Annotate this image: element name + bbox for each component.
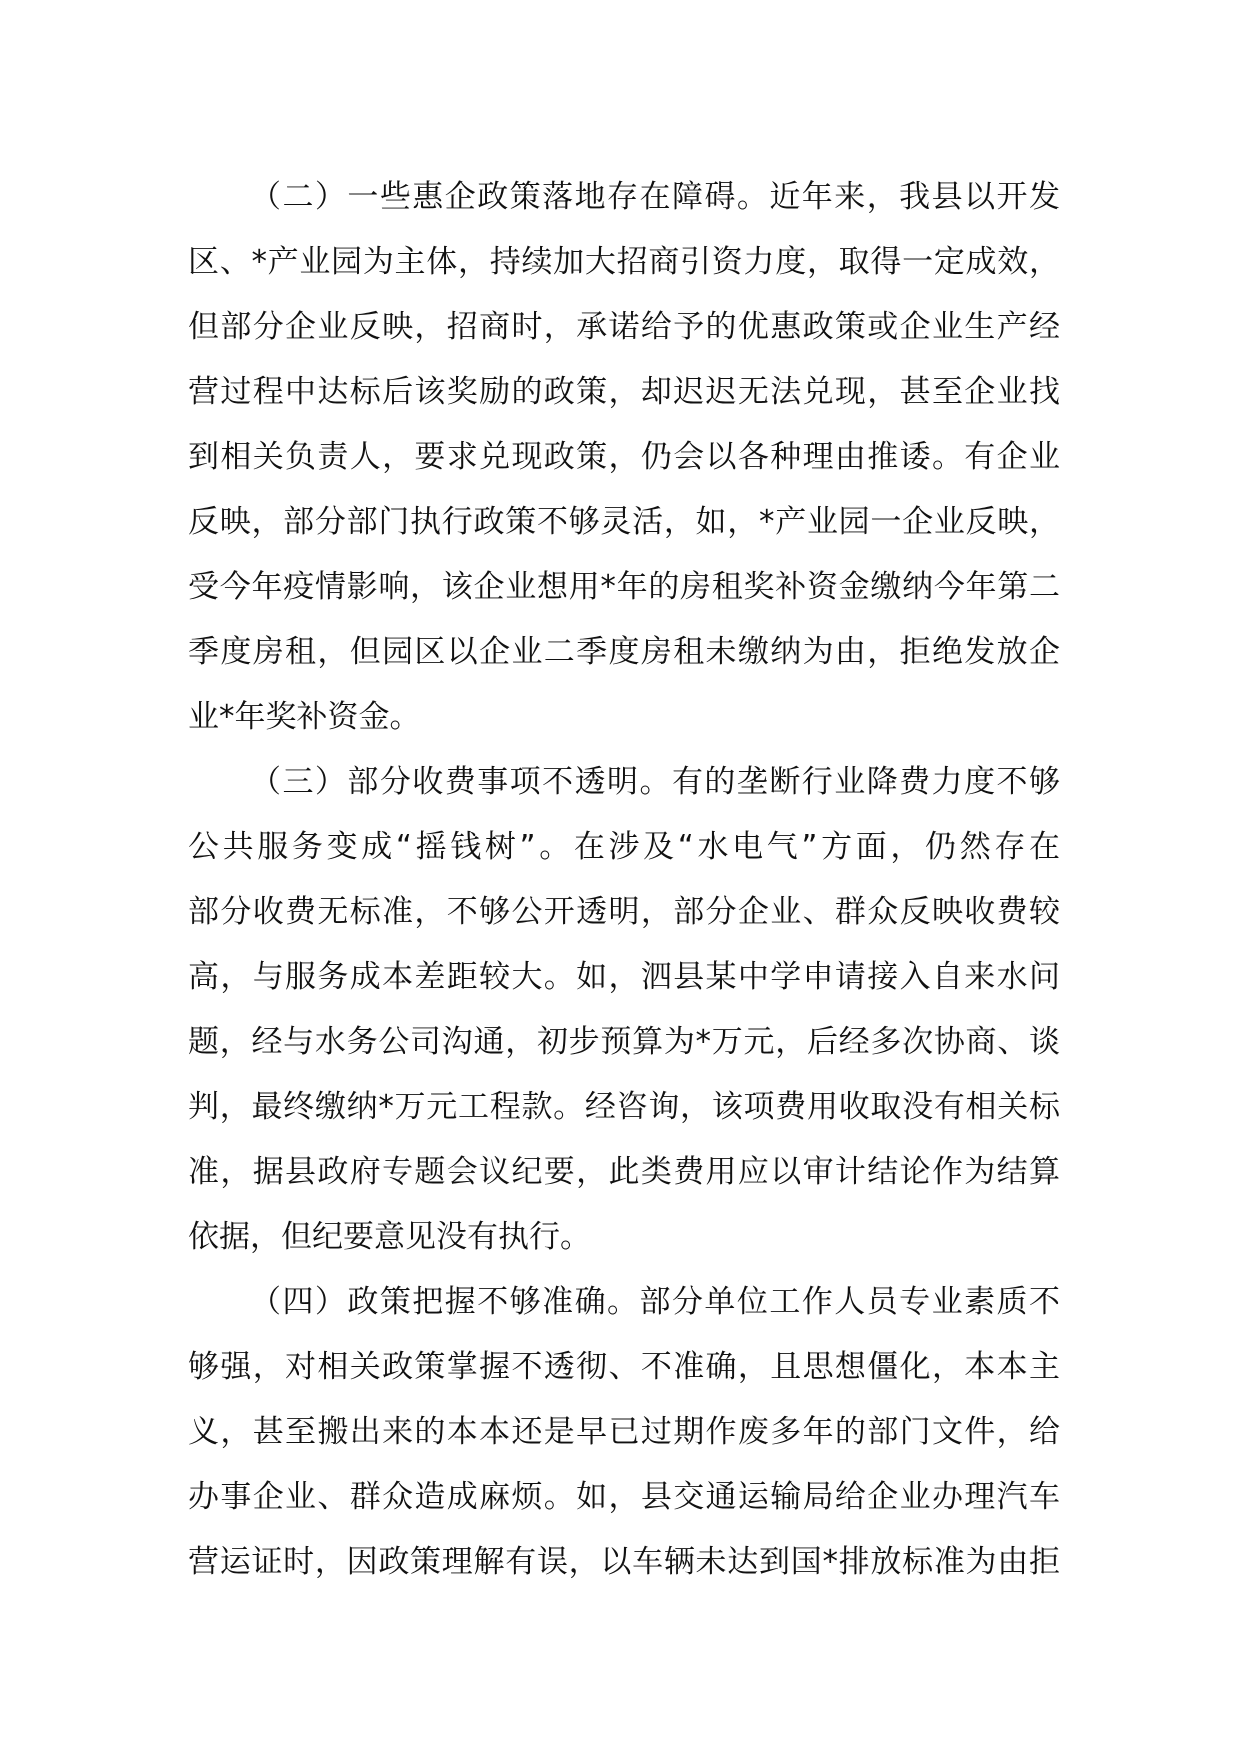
text-line: 题，经与水务公司沟通，初步预算为*万元，后经多次协商、谈 <box>188 1024 1060 1060</box>
text-line: 受今年疫情影响，该企业想用*年的房租奖补资金缴纳今年第二 <box>188 569 1060 605</box>
text-line: 准，据县政府专题会议纪要，此类费用应以审计结论作为结算 <box>188 1154 1060 1190</box>
text-line: （三）部分收费事项不透明。有的垄断行业降费力度不够 <box>250 764 1060 800</box>
text-line: （四）政策把握不够准确。部分单位工作人员专业素质不 <box>250 1284 1060 1320</box>
text-line: 但部分企业反映，招商时，承诺给予的优惠政策或企业生产经 <box>188 309 1060 345</box>
text-line: 高，与服务成本差距较大。如，泗县某中学申请接入自来水问 <box>188 959 1060 995</box>
text-line: 季度房租，但园区以企业二季度房租未缴纳为由，拒绝发放企 <box>188 634 1060 670</box>
text-line: 依据，但纪要意见没有执行。 <box>188 1219 591 1255</box>
text-line: 公共服务变成“摇钱树”。在涉及“水电气”方面，仍然存在 <box>188 829 1060 865</box>
text-line: 办事企业、群众造成麻烦。如，县交通运输局给企业办理汽车 <box>188 1479 1060 1515</box>
text-line: 营过程中达标后该奖励的政策，却迟迟无法兑现，甚至企业找 <box>188 374 1060 410</box>
paragraph-2 <box>188 165 1060 750</box>
paragraph-3 <box>188 750 1060 1270</box>
text-line: 到相关负责人，要求兑现政策，仍会以各种理由推诿。有企业 <box>188 439 1060 475</box>
text-line: 区、*产业园为主体，持续加大招商引资力度，取得一定成效， <box>188 244 1060 280</box>
text-line: 营运证时，因政策理解有误，以车辆未达到国*排放标准为由拒 <box>188 1544 1060 1580</box>
paragraph-4 <box>188 1270 1060 1595</box>
document-body <box>188 165 1060 1595</box>
text-line: 判，最终缴纳*万元工程款。经咨询，该项费用收取没有相关标 <box>188 1089 1060 1125</box>
text-line: 反映，部分部门执行政策不够灵活，如，*产业园一企业反映， <box>188 504 1060 540</box>
text-line: 业*年奖补资金。 <box>188 699 421 735</box>
text-line: 部分收费无标准，不够公开透明，部分企业、群众反映收费较 <box>188 894 1060 930</box>
text-line: （二）一些惠企政策落地存在障碍。近年来，我县以开发 <box>250 179 1060 215</box>
text-line: 够强，对相关政策掌握不透彻、不准确，且思想僵化，本本主 <box>188 1349 1060 1385</box>
text-line: 义，甚至搬出来的本本还是早已过期作废多年的部门文件，给 <box>188 1414 1060 1450</box>
